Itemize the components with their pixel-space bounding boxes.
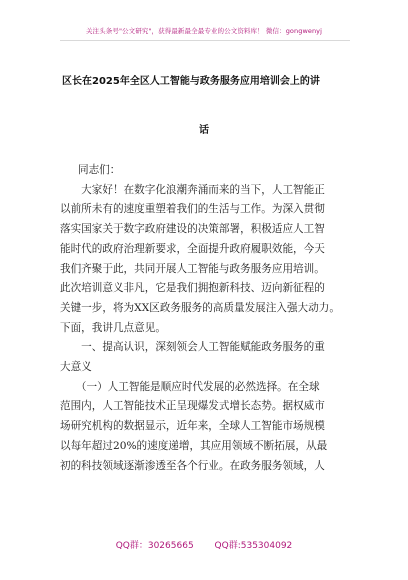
body-line: （一）人工智能是顺应时代发展的必然选择。在全球 — [60, 380, 320, 393]
section-heading: 大意义 — [60, 361, 92, 374]
footer-qq-group-2: QQ群:535304092 — [214, 541, 293, 551]
document-title-continued: 话 — [199, 125, 209, 136]
salutation: 同志们： — [78, 164, 121, 176]
page-footer — [0, 538, 408, 551]
body-line: 场研究机构的数据显示，近年来，全球人工智能市场规模 — [60, 420, 325, 433]
body-line: 以每年超过20%的速度递增，其应用领域不断拓展，从最 — [60, 439, 328, 452]
body-line: 初的科技领域逐渐渗透至各个行业。在政务服务领域，人 — [60, 459, 325, 472]
document-body — [60, 161, 348, 476]
body-line: 落实国家关于数字政府建设的决策部署，积极适应人工智 — [60, 223, 325, 236]
body-line: 大家好！在数字化浪潮奔涌而来的当下，人工智能正 — [60, 183, 325, 196]
header-divider — [60, 40, 350, 41]
body-line: 以前所未有的速度重塑着我们的生活与工作。为深入贯彻 — [60, 203, 325, 216]
footer-qq-group-1: QQ群：30265665 — [115, 541, 194, 551]
page-header: 关注头条号"公文研究"，获得最新最全最专业的公文资料库！ 微信：gongwenyj — [85, 27, 323, 35]
body-line: 下面，我讲几点意见。 — [60, 321, 166, 334]
document-title: 区长在2025年全区人工智能与政务服务应用培训会上的讲 — [62, 76, 320, 87]
body-line: 我们齐聚于此，共同开展人工智能与政务服务应用培训。 — [60, 262, 325, 275]
body-line: 能时代的政府治理新要求，全面提升政府履职效能，今天 — [60, 242, 325, 255]
body-line: 此次培训意义非凡，它是我们拥抱新科技、迈向新征程的 — [60, 282, 325, 295]
section-heading: 一、提高认识，深刻领会人工智能赋能政务服务的重 — [60, 341, 325, 354]
body-line: 关键一步，将为XX区政务服务的高质量发展注入强大动力。 — [60, 301, 340, 314]
body-line: 范围内，人工智能技术正呈现爆发式增长态势。据权威市 — [60, 400, 325, 413]
